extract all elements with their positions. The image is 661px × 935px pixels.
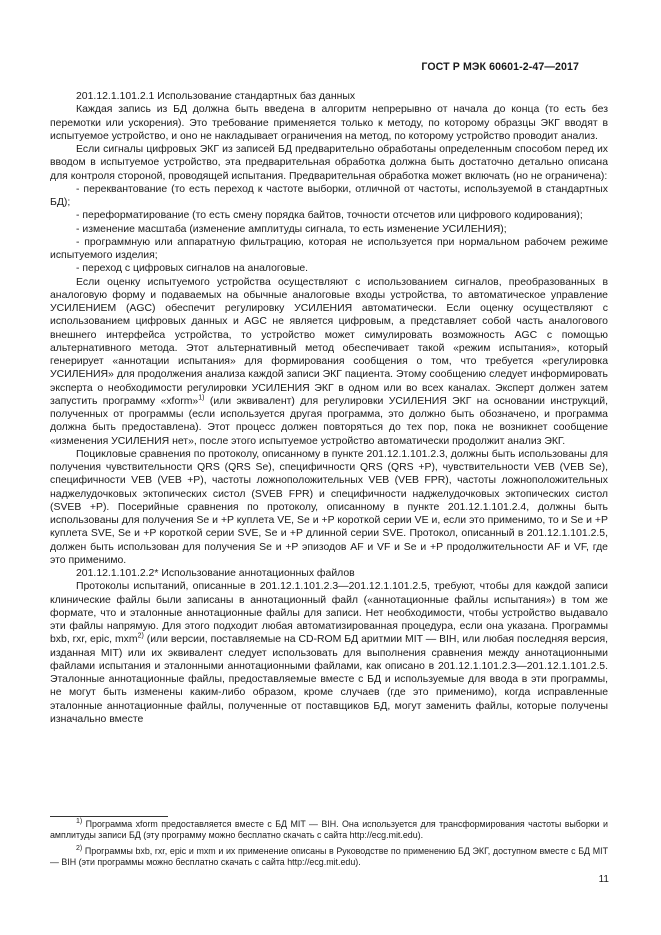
page-number: 11 bbox=[598, 874, 609, 885]
list-item: - изменение масштаба (изменение амплитуды сигнала, то есть изменение УСИЛЕНИЯ); bbox=[76, 223, 507, 235]
paragraph bbox=[50, 580, 608, 726]
paragraph: Поцикловые сравнения по протоколу, описанному в пункте 201.12.1.101.2.3, должны быть использованы для получения чувствительности QRS (QRS Se), специфичности QRS (QRS +P), чувствительности VEB (VEB Se), специфичности VEB (VEB +P), частоты ложноположительных VEB (VEB FPR), частоты ложноположительных наджелудочковых эктопических систол (SVEB FPR) и специфичности наджелудочковых эктопических систол (SVEB +P). Посерийные сравнения по протоколу, описанному в пункте 201.12.1.101.2.4, должны быть использованы для получения Se и +P куплета VE, Se и +P короткой серии VE и, если это применимо, то и Se и +P куплета SVE, Se и +P короткой серии SVE, Se и +P длинной серии SVE. Протокол, описанный в 201.12.1.101.2.5, должен быть использован для получения Se и +P эпизодов AF и VF и Se и +P продолжительности AF и VF, где это применимо. bbox=[50, 448, 608, 566]
paragraph: Каждая запись из БД должна быть введена в алгоритм непрерывно от начала до конца (то есть без перемотки или ускорения). Это требование применяется только к методу, по которому образцы ЭКГ вводят в испытуемое устройство, и оно не накладывает ограничения на метод, по которому устройство проводит анализ. bbox=[50, 104, 608, 142]
paragraph bbox=[50, 276, 608, 448]
main-text bbox=[50, 90, 608, 726]
footnote-text: Программы bxb, rxr, epic и mxm и их применение описаны в Руководстве по применению БД ЭКГ, доступном вместе с БД MIT — BIH (эти программы можно бесплатно скачать с сайта http://ecg.mit.edu). bbox=[50, 845, 608, 867]
footnote-divider bbox=[50, 816, 168, 817]
footnote-text: Программа xform предоставляется вместе с БД MIT — BIH. Она используется для трансформирования частоты выборки и амплитуды записи БД (эту программу можно бесплатно скачать с сайта http://ecg.mit.edu). bbox=[50, 819, 608, 841]
paragraph: Если сигналы цифровых ЭКГ из записей БД предварительно обработаны определенным способом перед их вводом в испытуемое устройство, эта предварительная обработка должна быть достаточно детально описана для контроля стороной, проводящей испытания. Предварительная обработка может включать (но не ограничена): bbox=[50, 144, 608, 182]
footnote bbox=[50, 846, 608, 869]
footnote-mark: 1) bbox=[76, 818, 83, 826]
paragraph-part: (или эквивалент) для регулировки УСИЛЕНИЯ ЭКГ на основании инструкций, полученных от программы (если используется другая программа, это должно быть обозначено, и программа должна быть предоставлена). Этот процесс должен повторяться до тех пор, пока не возникнет сообщение «изменения УСИЛЕНИЯ нет», после этого испытуемое устройство автоматически продолжит анализ ЭКГ. bbox=[50, 395, 608, 447]
footnote-mark: 2) bbox=[76, 844, 83, 852]
list-item: - переход с цифровых сигналов на аналоговые. bbox=[76, 263, 309, 275]
section-heading: 201.12.1.101.2.1 Использование стандартных баз данных bbox=[76, 91, 356, 102]
list-item: - программную или аппаратную фильтрацию, которая не используется при нормальном рабочем режиме испытуемого изделия; bbox=[50, 236, 608, 261]
list-item: - переформатирование (то есть смену порядка байтов, точности отсчетов или цифрового кодирования); bbox=[76, 210, 583, 222]
list-item: - переквантование (то есть переход к частоте выборки, отличной от частоты, используемой в стандартных БД); bbox=[50, 183, 608, 208]
footnote bbox=[50, 819, 608, 842]
section-heading: 201.12.1.101.2.2* Использование аннотационных файлов bbox=[76, 568, 355, 579]
paragraph-part: Протоколы испытаний, описанные в 201.12.1.101.2.3—201.12.1.101.2.5, требуют, чтобы для каждой записи клинические файлы были записаны в аннотационный файл («аннотационные файлы испытания») в том же формате, что и эталонные аннотационные файлы для записи. Нет необходимости, чтобы устройство выдавало эти файлы напрямую. Для этого подходит любая автоматизированная процедура, если она указана. Программы bxb, rxr, epic, mxm bbox=[50, 581, 608, 646]
page-header: ГОСТ Р МЭК 60601-2-47—2017 bbox=[421, 61, 579, 73]
paragraph-part: (или версии, поставляемые на CD-ROM БД аритмии MIT — BIH, или любая последняя версия, изданная MIT) или их эквивалент следует использовать для выполнения сравнения между аннотационными файлами испытания и эталонными аннотационными файлами, как описано в 201.12.1.101.2.3—201.12.1.101.2.5. Эталонные аннотационные файлы, предоставляемые вместе с БД и используемые для ввода в эти программы, не могут быть изменены каким-либо образом, кроме случаев (где это применимо), когда исправленные эталонные аннотационные файлы, полученные от поставщиков БД, могут заменить файлы, которые получены изначально вместе bbox=[50, 634, 608, 725]
footnote-ref: 1) bbox=[198, 394, 205, 402]
footnote-ref: 2) bbox=[137, 632, 144, 640]
footnotes bbox=[50, 819, 608, 872]
paragraph-part: Если оценку испытуемого устройства осуществляют с использованием сигналов, преобразованных в аналоговую форму и подаваемых на обычные аналоговые входы устройства, то автоматическое управление УСИЛЕНИЕМ (AGC) обеспечит регулировку УСИЛЕНИЯ автоматически. Если оценку осуществляют с использованием цифровых данных и AGC не является цифровым, а представляет собой часть аналогового внешнего интерфейса устройства, то устройство может симулировать возможность AGC с помощью альтернативного метода. Этот альтернативный метод обеспечивает такой «режим испытания», который генерирует «аннотации испытания» для формирования сообщения о том, что требуется «регулировка УСИЛЕНИЯ» для продолжения анализа каждой записи ЭКГ пациента. Этому сообщению следует информировать эксперта о необходимости регулировки УСИЛЕНИЯ ЭКГ в одном или во всех каналах. Эксперт должен затем запустить программу «xform» bbox=[50, 276, 608, 407]
